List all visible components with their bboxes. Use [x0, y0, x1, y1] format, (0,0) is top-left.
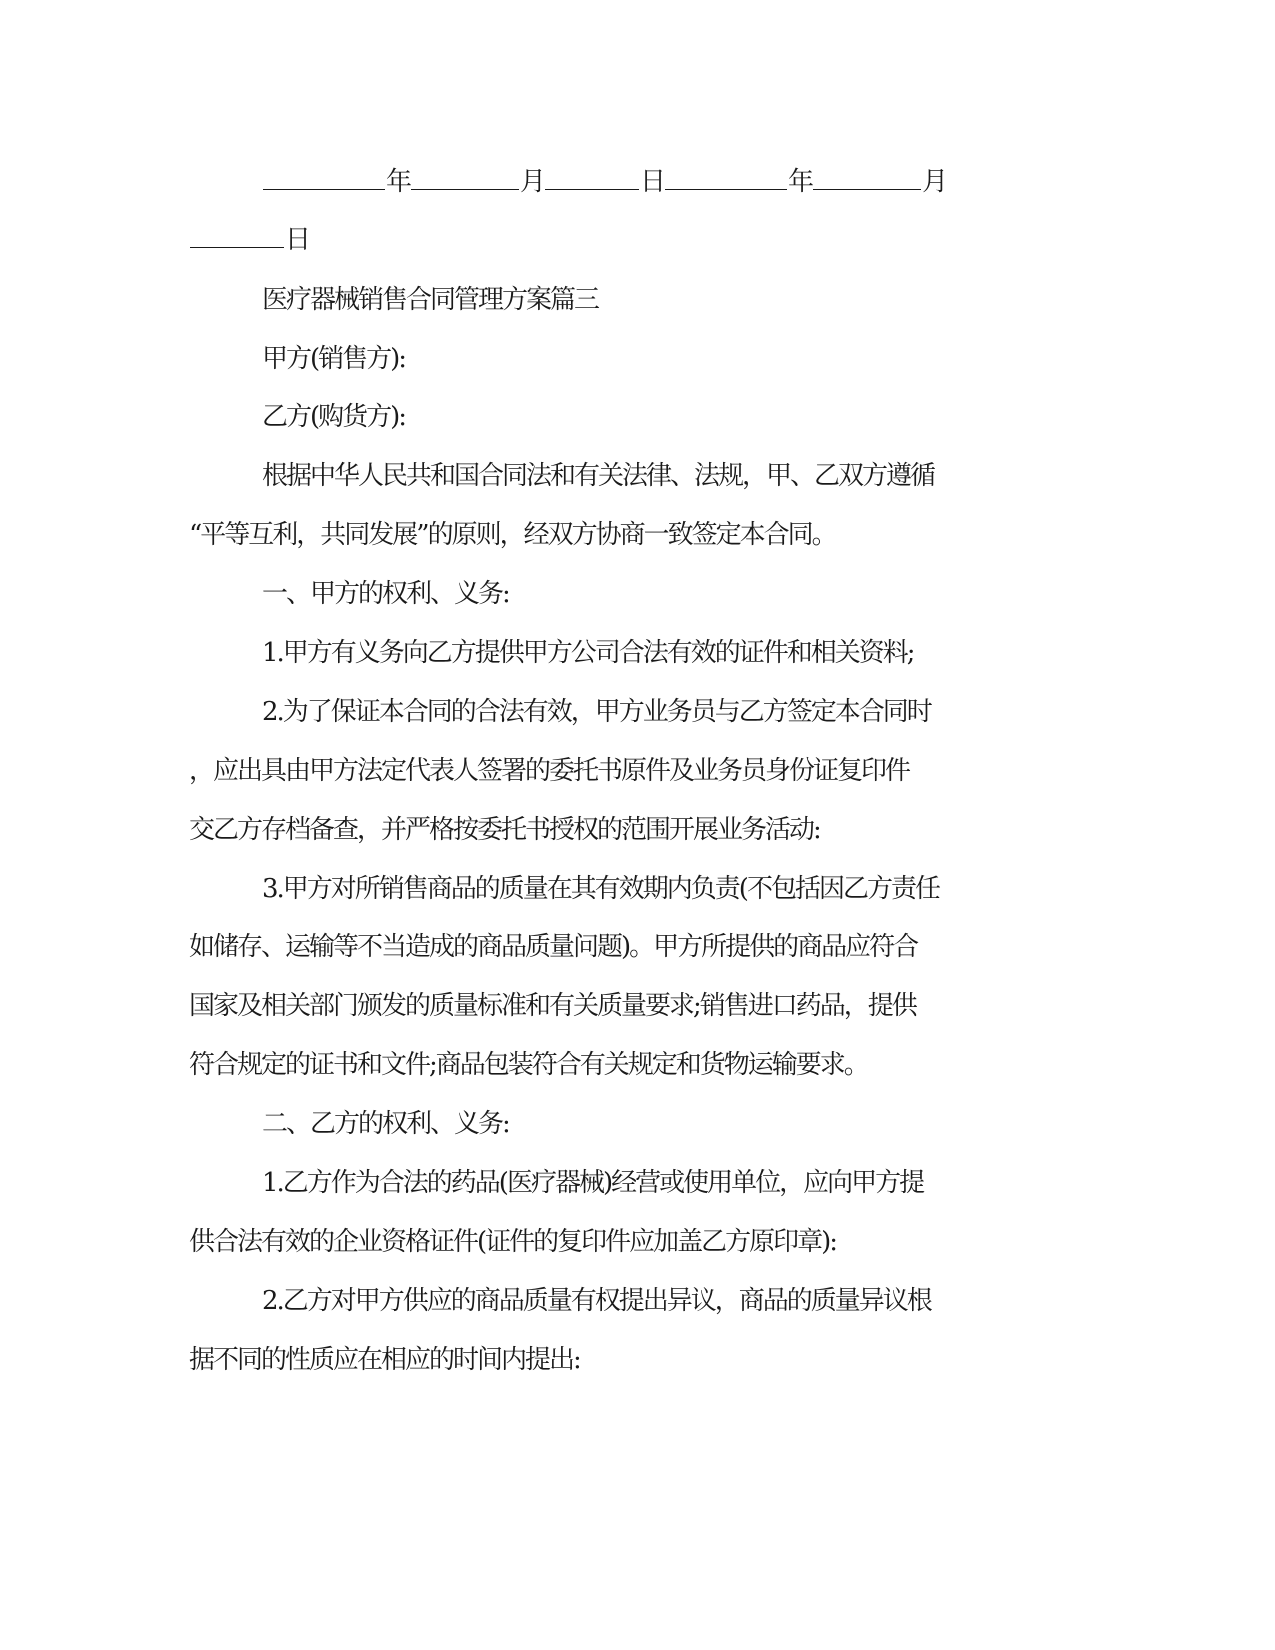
day-label-1: 日 — [640, 167, 665, 197]
section-1-item-3-line-2: 如储存、运输等不当造成的商品质量问题)。甲方所提供的商品应符合 — [189, 932, 918, 962]
month-blank-1[interactable] — [411, 165, 519, 190]
section-1-item-3-line-3: 国家及相关部门颁发的质量标准和有关质量要求;销售进口药品，提供 — [189, 991, 916, 1021]
month-label-1: 月 — [520, 167, 545, 197]
section-2-heading: 二、乙方的权利、义务: — [262, 1109, 509, 1139]
year-blank-2[interactable] — [665, 165, 787, 190]
day-blank-1[interactable] — [545, 165, 639, 190]
year-blank-1[interactable] — [263, 165, 385, 190]
year-label-1: 年 — [386, 167, 411, 197]
day-blank-2[interactable] — [190, 223, 284, 248]
party-a-line: 甲方(销售方): — [262, 344, 406, 374]
section-1-item-2-line-1: 2.为了保证本合同的合法有效，甲方业务员与乙方签定本合同时 — [262, 697, 931, 727]
intro-paragraph-line-1: 根据中华人民共和国合同法和有关法律、法规，甲、乙双方遵循 — [262, 461, 935, 491]
party-b-line: 乙方(购货方): — [262, 402, 406, 432]
intro-paragraph-line-2: “平等互利，共同发展”的原则，经双方协商一致签定本合同。 — [189, 520, 836, 550]
signature-date-line-cont — [0, 223, 1275, 257]
section-1-heading: 一、甲方的权利、义务: — [262, 579, 509, 609]
year-label-2: 年 — [788, 167, 813, 197]
section-1-item-1: 1.甲方有义务向乙方提供甲方公司合法有效的证件和相关资料; — [262, 638, 914, 668]
month-label-2: 月 — [922, 167, 947, 197]
section-1-item-2-line-3: 交乙方存档备查，并严格按委托书授权的范围开展业务活动: — [189, 815, 820, 845]
month-blank-2[interactable] — [813, 165, 921, 190]
section-title: 医疗器械销售合同管理方案篇三 — [262, 285, 599, 315]
section-2-item-2-line-1: 2.乙方对甲方供应的商品质量有权提出异议，商品的质量异议根 — [262, 1286, 931, 1316]
section-1-item-2-line-2: ，应出具由甲方法定代表人签署的委托书原件及业务员身份证复印件 — [189, 756, 910, 786]
section-2-item-1-line-1: 1.乙方作为合法的药品(医疗器械)经营或使用单位，应向甲方提 — [262, 1168, 924, 1198]
day-label-2: 日 — [285, 225, 310, 255]
section-2-item-2-line-2: 据不同的性质应在相应的时间内提出: — [189, 1345, 580, 1375]
section-1-item-3-line-1: 3.甲方对所销售商品的质量在其有效期内负责(不包括因乙方责任 — [262, 874, 939, 904]
signature-date-line — [0, 165, 1275, 199]
section-1-item-3-line-4: 符合规定的证书和文件;商品包装符合有关规定和货物运输要求。 — [189, 1050, 868, 1080]
section-2-item-1-line-2: 供合法有效的企业资格证件(证件的复印件应加盖乙方原印章): — [189, 1227, 837, 1257]
